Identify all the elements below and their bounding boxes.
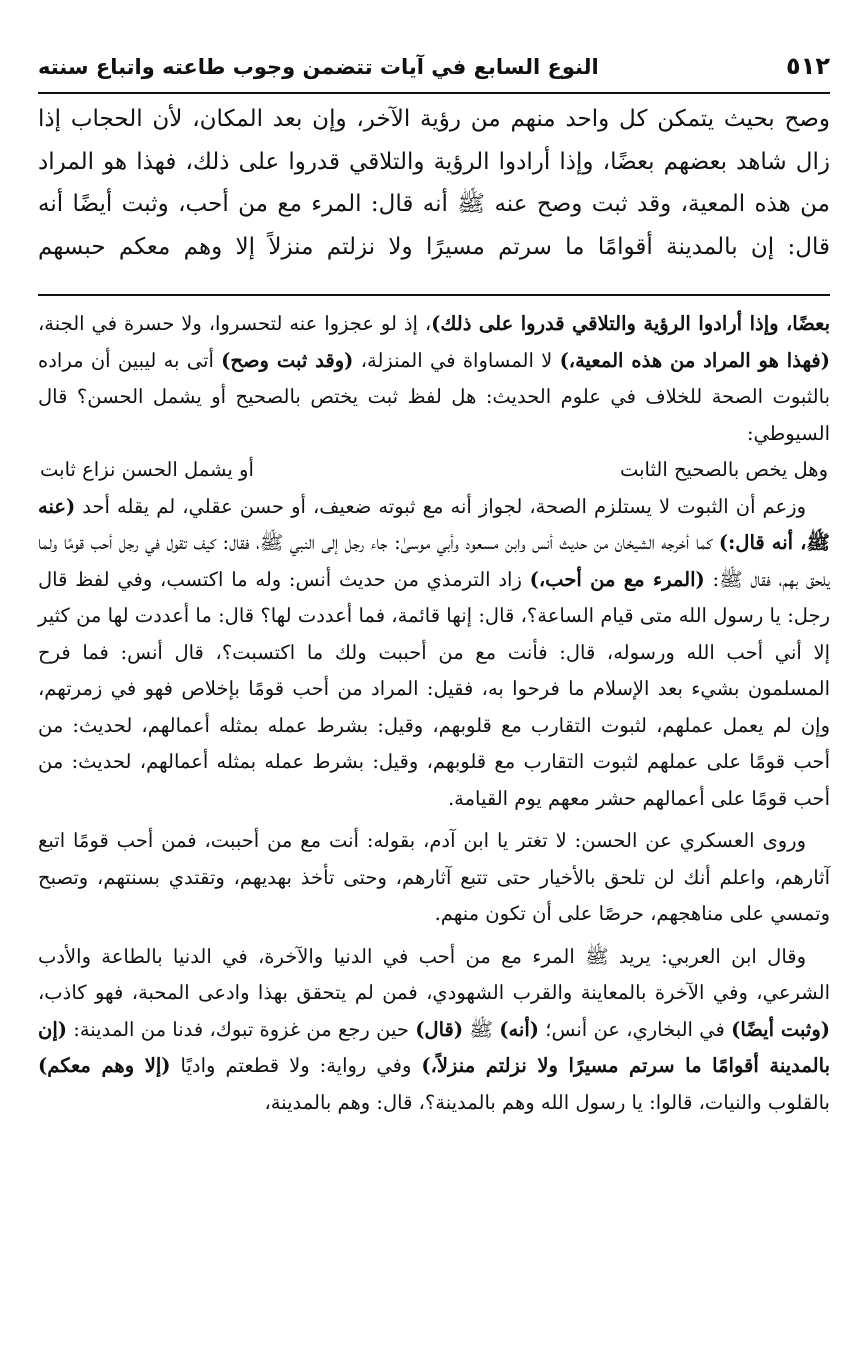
commentary-text: لا المساواة في المنزلة، [353, 348, 560, 372]
quoted-text: (وثبت أيضًا) [731, 1017, 831, 1041]
commentary-paragraph-1 [38, 306, 830, 452]
verse-second-hemistich: أو يشمل الحسن نزاع ثابت [40, 458, 254, 481]
book-page [38, 50, 830, 1121]
quoted-text: (فهذا هو المراد من هذه المعية،) [559, 348, 830, 372]
poetry-verse [38, 452, 830, 489]
commentary-paragraph-2 [38, 489, 830, 818]
commentary-text: وقال ابن العربي: يريد ﷺ المرء مع من أحب في الدنيا والآخرة، في الدنيا بالطاعة والأدب الشرعي، وفي الآخرة بالمعاينة والقرب الشهودي، فمن لم يتحقق بهذا وادعى المحبة، فهو كاذب، [38, 944, 830, 1004]
commentary [38, 306, 830, 1121]
page-number: ٥١٢ [786, 52, 830, 80]
commentary-text: زاد الترمذي من حديث أنس: وله ما اكتسب، وفي لفظ قال رجل: يا رسول الله متى قيام الساعة؟، قال: إنها قائمة، فما أعددت لها؟ قال: ما أعددت لها من كثير إلا أني أحب الله ورسوله، قال: فأنت مع من أحببت ولك ما اكتسبت؟، قال أنس: فما فرح المسلمون بشيء بعد الإسلام ما فرحوا به، فقيل: المراد من أحب قومًا بإخلاص فهو في زمرتهم، وإن لم يعمل عملهم، لثبوت التقارب مع قلوبهم، وقيل: بشرط عمله بمثله أعمالهم، لحديث: من أحب قومًا على عملهم لثبوت التقارب مع قلوبهم، وقيل: بشرط عمله بمثله أعمالهم، لحديث: من أحب قومًا على أعمالهم حشر معهم يوم القيامة. [38, 567, 830, 810]
quoted-text: (إن بالمدينة أقوامًا ما سرتم مسيرًا ولا نزلتم منزلاً،) [38, 1017, 830, 1077]
quoted-text: بعضًا، وإذا أرادوا الرؤية والتلاقي قدروا على ذلك) [431, 312, 830, 335]
commentary-text: كما أخرجه الشيخان من حديث أنس وابن مسعود وأبي موسىٰ: جاء رجل إلى النبي ﷺ، فقال: كيف تقول في رجل أحب قومًا ولما يلحق بهم، فقال ﷺ: [38, 531, 831, 591]
commentary-text: وفي رواية: ولا قطعتم واديًا [170, 1054, 422, 1077]
commentary-text: ﷺ [463, 1017, 500, 1041]
main-text [38, 98, 830, 268]
quoted-text: (إلا وهم معكم) [38, 1054, 171, 1077]
commentary-text: وزعم أن الثبوت لا يستلزم الصحة، لجواز أنه مع ثبوته ضعيف، أو حسن عقلي، لم يقله أحد [75, 494, 806, 518]
verse-first-hemistich: وهل يخص بالصحيح الثابت [619, 458, 828, 481]
quoted-text: (قال) [415, 1017, 464, 1041]
quoted-text: (عنه ﷺ، أنه قال:) [38, 494, 830, 554]
commentary-paragraph-3: وروى العسكري عن الحسن: لا تغتر يا ابن آدم، بقوله: أنت مع من أحببت، فمن أحب قومًا اتبع آثارهم، واعلم أنك لن تلحق بالأخيار حتى تتبع آثارهم، وحتى تأخذ بهديهم، وتقتدي بسنتهم، وتصبح وتمسي على مناهجهم، حرصًا على أن تكون منهم. [38, 829, 830, 925]
quoted-text: (وقد ثبت وصح) [221, 348, 354, 372]
quoted-text: (المرء مع من أحب،) [529, 567, 705, 591]
running-title: النوع السابع في آيات تتضمن وجوب طاعته واتباع سنته [38, 55, 599, 79]
quoted-text: (أنه) [499, 1017, 539, 1041]
commentary-text: حين رجع من غزوة تبوك، فدنا من المدينة: [66, 1017, 416, 1041]
header-divider [38, 92, 830, 94]
commentary-divider [38, 294, 830, 296]
commentary-text: أتى به ليبين أن مراده بالثبوت الصحة للخلاف في علوم الحديث: هل لفظ ثبت يختص بالصحيح أو يشمل الحسن؟ قال السيوطي: [38, 348, 830, 445]
commentary-text: ، إذ لو عجزوا عنه لتحسروا، ولا حسرة في الجنة، [38, 312, 432, 335]
main-text-paragraph: وصح بحيث يتمكن كل واحد منهم من رؤية الآخر، وإن بعد المكان، لأن الحجاب إذا زال شاهد بعضهم بعضًا، وإذا أرادوا الرؤية والتلاقي قدروا على ذلك، فهذا هو المراد من هذه المعية، وقد ثبت وصح عنه ﷺ أنه قال: المرء مع من أحب، وثبت أيضًا أنه قال: إن بالمدينة أقوامًا ما سرتم مسيرًا ولا نزلتم منزلاً إلا وهم معكم حبسهم [38, 106, 830, 260]
commentary-text: في البخاري، عن أنس؛ [538, 1017, 732, 1041]
page-header [38, 50, 830, 86]
commentary-paragraph-4 [38, 939, 830, 1122]
commentary-text: بالقلوب والنيات، قالوا: يا رسول الله وهم بالمدينة؟، قال: وهم بالمدينة، [264, 1090, 830, 1114]
